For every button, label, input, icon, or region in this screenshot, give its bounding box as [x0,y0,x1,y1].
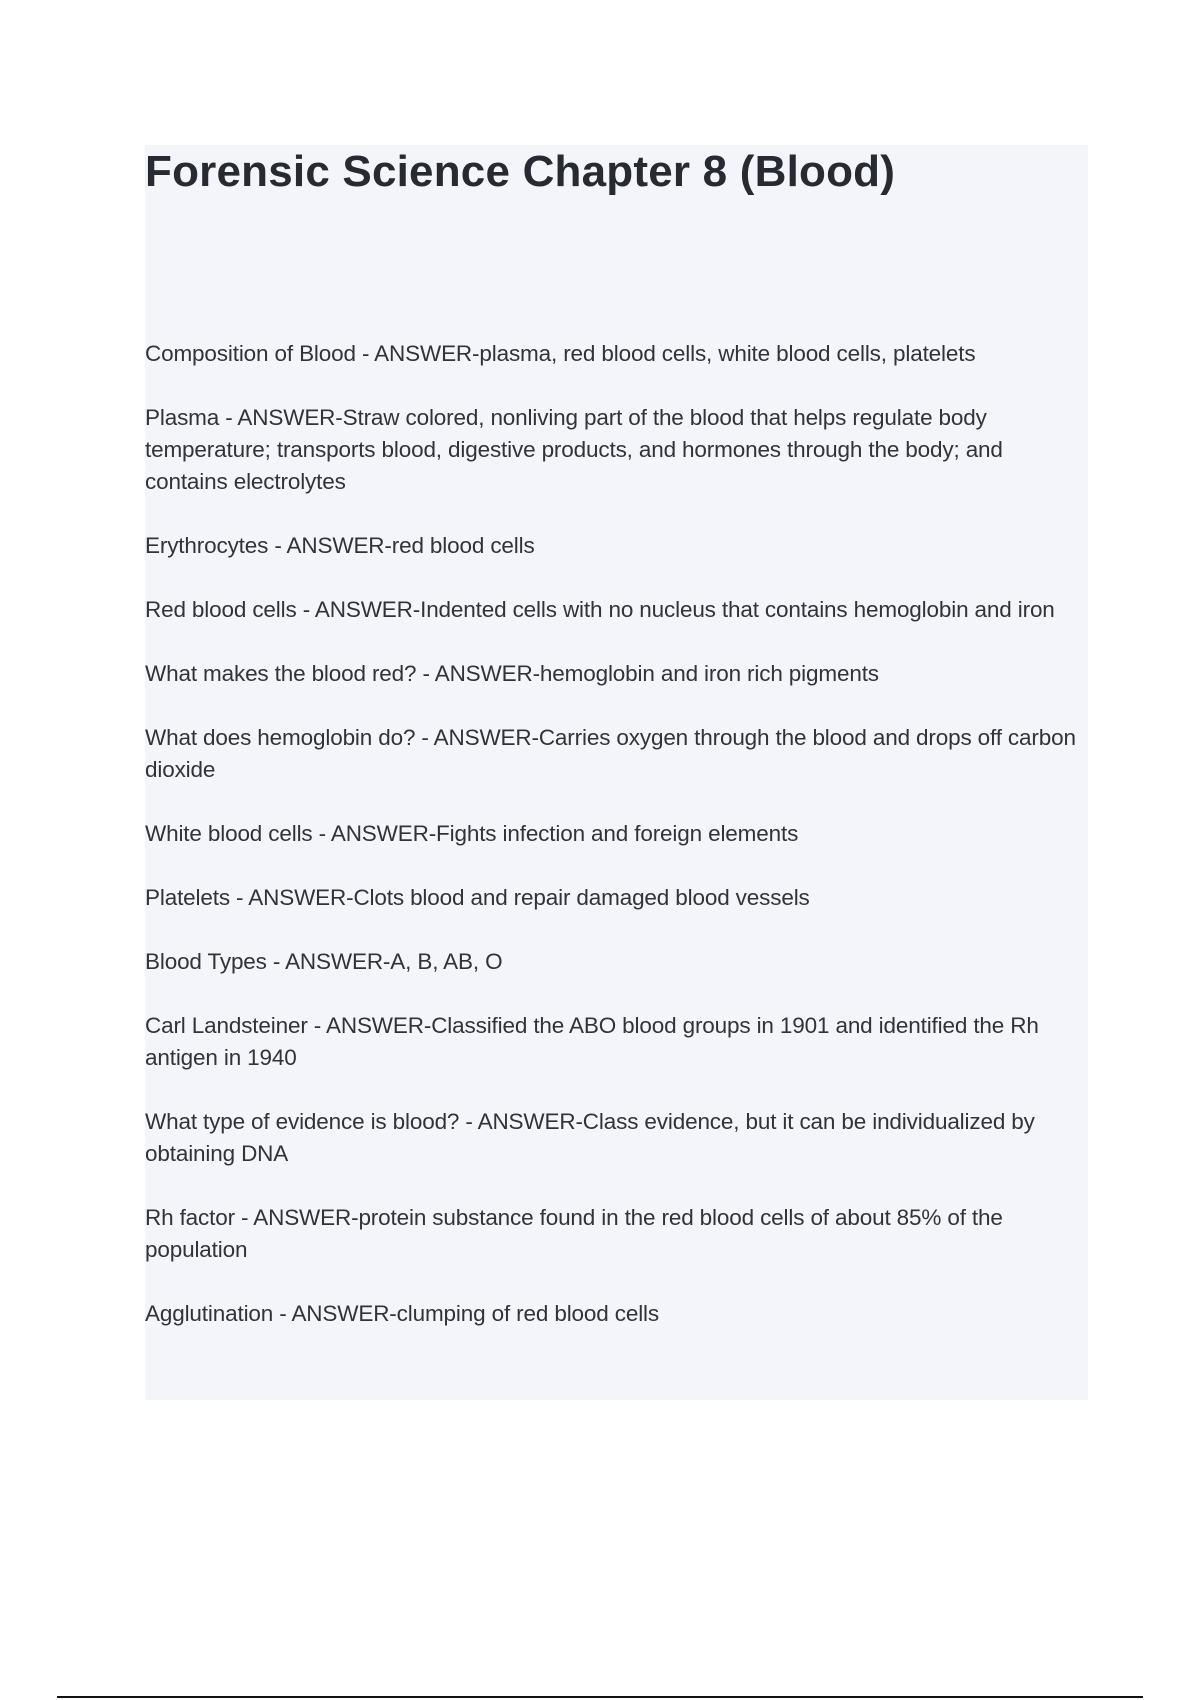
qa-item-agglutination: Agglutination - ANSWER-clumping of red blood cells [145,1301,659,1326]
qa-item-platelets: Platelets - ANSWER-Clots blood and repair damaged blood vessels [145,885,810,910]
qa-item-carl-landsteiner: Carl Landsteiner - ANSWER-Classified the ABO blood groups in 1901 and identified the Rh antigen in 1940 [145,1013,1039,1070]
qa-item-white-blood-cells: White blood cells - ANSWER-Fights infection and foreign elements [145,821,799,846]
qa-list [145,338,1090,1362]
qa-item-rh-factor: Rh factor - ANSWER-protein substance found in the red blood cells of about 85% of the population [145,1205,1003,1262]
qa-item-erythrocytes: Erythrocytes - ANSWER-red blood cells [145,533,535,558]
qa-item-hemoglobin: What does hemoglobin do? - ANSWER-Carries oxygen through the blood and drops off carbon dioxide [145,725,1076,782]
qa-item-blood-red: What makes the blood red? - ANSWER-hemoglobin and iron rich pigments [145,661,879,686]
page-title: Forensic Science Chapter 8 (Blood) [145,147,896,196]
qa-item-composition-of-blood: Composition of Blood - ANSWER-plasma, red blood cells, white blood cells, platelets [145,341,976,366]
qa-item-red-blood-cells: Red blood cells - ANSWER-Indented cells with no nucleus that contains hemoglobin and iron [145,597,1055,622]
qa-item-evidence-type: What type of evidence is blood? - ANSWER-Class evidence, but it can be individualized by obtaining DNA [145,1109,1035,1166]
qa-item-plasma: Plasma - ANSWER-Straw colored, nonliving part of the blood that helps regulate body temperature; transports blood, digestive products, and hormones through the body; and contains electrolytes [145,405,1003,494]
qa-item-blood-types: Blood Types - ANSWER-A, B, AB, O [145,949,503,974]
bottom-divider [57,1696,1143,1698]
